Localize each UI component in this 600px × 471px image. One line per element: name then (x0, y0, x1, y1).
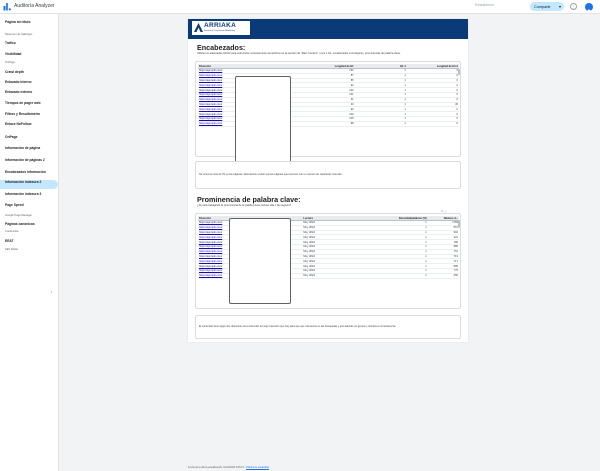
length-h1-2-cell: 0 (407, 88, 459, 93)
url-cell[interactable]: https://ejemplo.com/ (198, 240, 302, 245)
sidebar-item[interactable]: Page Speed (5, 203, 24, 207)
h1-count-cell: 1 (355, 107, 407, 112)
chevron-down-icon[interactable]: ▾ (558, 4, 561, 9)
h1-count-cell: 1 (355, 102, 407, 107)
url-cell[interactable]: https://ejemplo.com/ (198, 117, 302, 122)
h1-count-cell: 1 (355, 69, 407, 74)
numero-cell: 1783 (428, 221, 459, 226)
length-h1-2-cell: 0 (407, 73, 459, 78)
numero-cell: 776 (428, 269, 459, 274)
sidebar-item[interactable]: Crawl depth (5, 70, 24, 74)
url-cell[interactable]: https://ejemplo.com/ (198, 112, 302, 117)
url-cell[interactable]: https://ejemplo.com/ (198, 121, 302, 126)
h1-count-cell: 1 (355, 83, 407, 88)
numero-cell: 180 (428, 240, 459, 245)
sidebar-item[interactable]: Visibilidad (5, 52, 22, 56)
numero-cell: 885 (428, 264, 459, 269)
url-cell[interactable]: https://ejemplo.com/ (198, 235, 302, 240)
app-logo-icon (3, 2, 11, 11)
headings-section-description: Utilizar los adecuados H1/H2 para estructurar correctamente semánticos en la sección de "Main Content", unos 1 H1, encabezados cronológicos, prominencias de palabra clave. (197, 52, 401, 55)
column-header-direccion[interactable]: Dirección (198, 216, 302, 221)
keyword-section-description: ¿Se está trabajando la prominencia de la palabra clave incluso ella o de negocio? (197, 204, 292, 207)
url-cell[interactable]: https://ejemplo.com/ (198, 230, 302, 235)
redacted-area (229, 218, 291, 304)
sidebar-item[interactable]: EEAT (5, 239, 14, 243)
url-cell[interactable]: https://ejemplo.com/ (198, 225, 302, 230)
length-h1-2-cell: 0 (407, 121, 459, 126)
sidebar-item[interactable]: Google Page Manager (5, 214, 33, 217)
sidebar-item[interactable]: Enlace NoFollow (5, 122, 32, 126)
length-h1-cell: 91 (302, 97, 354, 102)
url-cell[interactable]: https://ejemplo.com/ (198, 107, 302, 112)
length-h1-2-cell: 0 (407, 97, 459, 102)
keyword-section-title: Prominencia de palabra clave: (197, 195, 301, 204)
share-button-label: Compartir (534, 4, 551, 9)
sidebar-item[interactable]: Resumen de hallazgos (5, 33, 33, 36)
lectura-cell: Muy difícil (302, 259, 378, 264)
sidebar-item[interactable]: Información indexura 3 (5, 192, 42, 196)
sidebar-item[interactable]: OnPage (5, 135, 18, 139)
brand-logo (192, 21, 250, 35)
table-scrollbar[interactable] (458, 220, 460, 228)
sidebar-item[interactable]: Información de páginas 2 (5, 158, 45, 162)
sidebar-item[interactable]: Información de página (5, 146, 41, 150)
h1-count-cell: 1 (355, 93, 407, 98)
filter-icon[interactable]: ▽ (441, 209, 444, 213)
length-h1-cell: 105 (302, 117, 354, 122)
sidebar-item[interactable]: Enlazado interno (5, 80, 32, 84)
column-header-length-h1-2[interactable]: Longitud de H1-2 (407, 64, 459, 69)
url-cell[interactable]: https://ejemplo.com/ (198, 249, 302, 254)
densidad-cell: 1 (378, 273, 428, 278)
headings-section-title: Encabezados: (197, 43, 246, 52)
h1-count-cell: 1 (355, 121, 407, 126)
densidad-cell: 1 (378, 259, 428, 264)
densidad-cell: 1 (378, 264, 428, 269)
sidebar-item[interactable]: Páginas canónicas (5, 222, 35, 226)
length-h1-cell: 120 (302, 88, 354, 93)
densidad-cell: 1 (378, 230, 428, 235)
numero-cell: 221 (428, 235, 459, 240)
numero-cell: 880 (428, 245, 459, 250)
keyword-note-card (195, 315, 461, 339)
numero-cell: 761 (428, 249, 459, 254)
brand-name: ARRIAKA (204, 22, 237, 29)
user-avatar[interactable] (585, 3, 593, 11)
sidebar-item[interactable]: OnPage (5, 61, 15, 64)
densidad-cell: 1 (378, 245, 428, 250)
brand-tagline: Search & Conversion Marketing (204, 29, 235, 32)
keyword-table-card (195, 213, 461, 309)
sidebar-item[interactable]: Encabezados Información (5, 170, 46, 174)
sidebar-item[interactable]: Tiempos de pager web (5, 101, 41, 105)
numero-cell: 713 (428, 254, 459, 259)
length-h1-cell: 87 (302, 73, 354, 78)
redacted-area (235, 76, 291, 164)
h1-count-cell: 1 (355, 78, 407, 83)
numero-cell: 567 (428, 225, 459, 230)
densidad-cell: 1 (378, 221, 428, 226)
more-options-icon[interactable]: ⋮ (444, 209, 448, 213)
top-app-bar (0, 0, 600, 14)
sidebar-item[interactable]: Filtros y Resultómetro (5, 112, 40, 116)
keyword-note-text: El contenido tiene según los directrices de la intención la mejor intención que hay para que que ruta textos en las búsquedas y que además no genera y funciones correctamente. (199, 325, 397, 328)
densidad-cell: 1 (378, 240, 428, 245)
column-header-densidad[interactable]: Densidad/palabras (%) (378, 216, 428, 221)
h1-count-cell: 1 (355, 112, 407, 117)
densidad-cell: 1 (378, 225, 428, 230)
lectura-cell: Muy difícil (302, 273, 378, 278)
url-cell[interactable]: https://ejemplo.com/ (198, 83, 302, 88)
sidebar-item[interactable]: Tráfico (5, 41, 16, 45)
url-cell[interactable]: https://ejemplo.com/ (198, 97, 302, 102)
numero-cell: 717 (428, 259, 459, 264)
length-h1-cell: 90 (302, 107, 354, 112)
lectura-cell: Muy difícil (302, 221, 378, 226)
headings-note-text: No tenemos más de H1 en las páginas, deberíamos revisar que las páginas que tenemos con un número de caracteres más alto. (199, 173, 343, 176)
length-h1-2-cell: 0 (407, 112, 459, 117)
sidebar-item[interactable]: SEF Radio (5, 248, 18, 251)
length-h1-cell: 85 (302, 78, 354, 83)
reset-button[interactable]: Restablecer (475, 3, 495, 7)
url-cell[interactable]: https://ejemplo.com/ (198, 269, 302, 274)
lectura-cell: Muy difícil (302, 225, 378, 230)
length-h1-2-cell: 0 (407, 117, 459, 122)
url-cell[interactable]: https://ejemplo.com/ (198, 102, 302, 107)
lectura-cell: Muy difícil (302, 235, 378, 240)
column-header-length-h1[interactable]: Longitud de H1 (302, 64, 354, 69)
length-h1-2-cell: 0 (407, 83, 459, 88)
h1-count-cell: 1 (355, 88, 407, 93)
url-cell[interactable]: https://ejemplo.com/ (198, 273, 302, 278)
length-h1-2-cell: 0 (407, 107, 459, 112)
privacy-policy-link[interactable]: Política de privacidad (246, 466, 269, 469)
h1-count-cell: 1 (355, 73, 407, 78)
h1-count-cell: 1 (355, 117, 407, 122)
lectura-cell: Muy difícil (302, 269, 378, 274)
lectura-cell: Muy difícil (302, 230, 378, 235)
densidad-cell: 1 (378, 235, 428, 240)
table-scrollbar[interactable] (458, 69, 460, 75)
h1-count-cell: 1 (355, 97, 407, 102)
url-cell[interactable]: https://ejemplo.com/ (198, 221, 302, 226)
column-header-lectura[interactable]: Lectura (302, 216, 378, 221)
headings-table-card (195, 61, 461, 157)
url-cell[interactable]: https://ejemplo.com/ (198, 254, 302, 259)
report-footer (188, 466, 269, 469)
length-h1-cell: 132 (302, 69, 354, 74)
url-cell[interactable]: https://ejemplo.com/ (198, 259, 302, 264)
share-button[interactable] (530, 2, 564, 11)
length-h1-cell: 43 (302, 102, 354, 107)
column-header-numero[interactable]: Número d... (428, 216, 459, 221)
url-cell[interactable]: https://ejemplo.com/ (198, 69, 302, 74)
densidad-cell: 1 (378, 249, 428, 254)
densidad-cell: 1 (378, 254, 428, 259)
last-updated-text: Fecha de la última actualización: 01/10/2024 8:25:14 · (188, 466, 246, 469)
more-options-icon[interactable]: ⋮ (571, 4, 576, 9)
numero-cell: 250 (428, 273, 459, 278)
lectura-cell: Muy difícil (302, 254, 378, 259)
lectura-cell: Muy difícil (302, 264, 378, 269)
lectura-cell: Muy difícil (302, 249, 378, 254)
length-h1-cell: 102 (302, 112, 354, 117)
url-cell[interactable]: https://ejemplo.com/ (198, 245, 302, 250)
report-header-band (188, 19, 468, 39)
sidebar-item[interactable]: Información indexura 2 (5, 180, 42, 184)
url-cell[interactable]: https://ejemplo.com/ (198, 93, 302, 98)
brand-mark-icon (194, 23, 203, 32)
column-header-h1-1[interactable]: H1-1 (355, 64, 407, 69)
url-cell[interactable]: https://ejemplo.com/ (198, 88, 302, 93)
report-title[interactable]: Auditoría Analyzer (14, 3, 55, 9)
report-page (188, 19, 468, 342)
length-h1-cell: 141 (302, 93, 354, 98)
numero-cell: 902 (428, 230, 459, 235)
densidad-cell: 1 (378, 269, 428, 274)
url-cell[interactable]: https://ejemplo.com/ (198, 264, 302, 269)
length-h1-2-cell: 36 (407, 102, 459, 107)
sidebar-item[interactable]: Enlazado externo (5, 90, 33, 94)
collapse-sidebar-icon[interactable]: ‹ (51, 289, 53, 294)
sidebar-item[interactable]: Página sin título (5, 20, 31, 24)
length-h1-cell: 92 (302, 83, 354, 88)
headings-note-card (195, 161, 461, 189)
page-navigation (0, 14, 59, 471)
length-h1-2-cell: 0 (407, 78, 459, 83)
lectura-cell: Muy difícil (302, 245, 378, 250)
length-h1-2-cell: 0 (407, 93, 459, 98)
url-cell[interactable]: https://ejemplo.com/ (198, 73, 302, 78)
length-h1-cell: 98 (302, 121, 354, 126)
lectura-cell: Muy difícil (302, 240, 378, 245)
url-cell[interactable]: https://ejemplo.com/ (198, 78, 302, 83)
sidebar-item[interactable]: Contenidos (5, 230, 19, 233)
column-header-direccion[interactable]: Dirección (198, 64, 302, 69)
